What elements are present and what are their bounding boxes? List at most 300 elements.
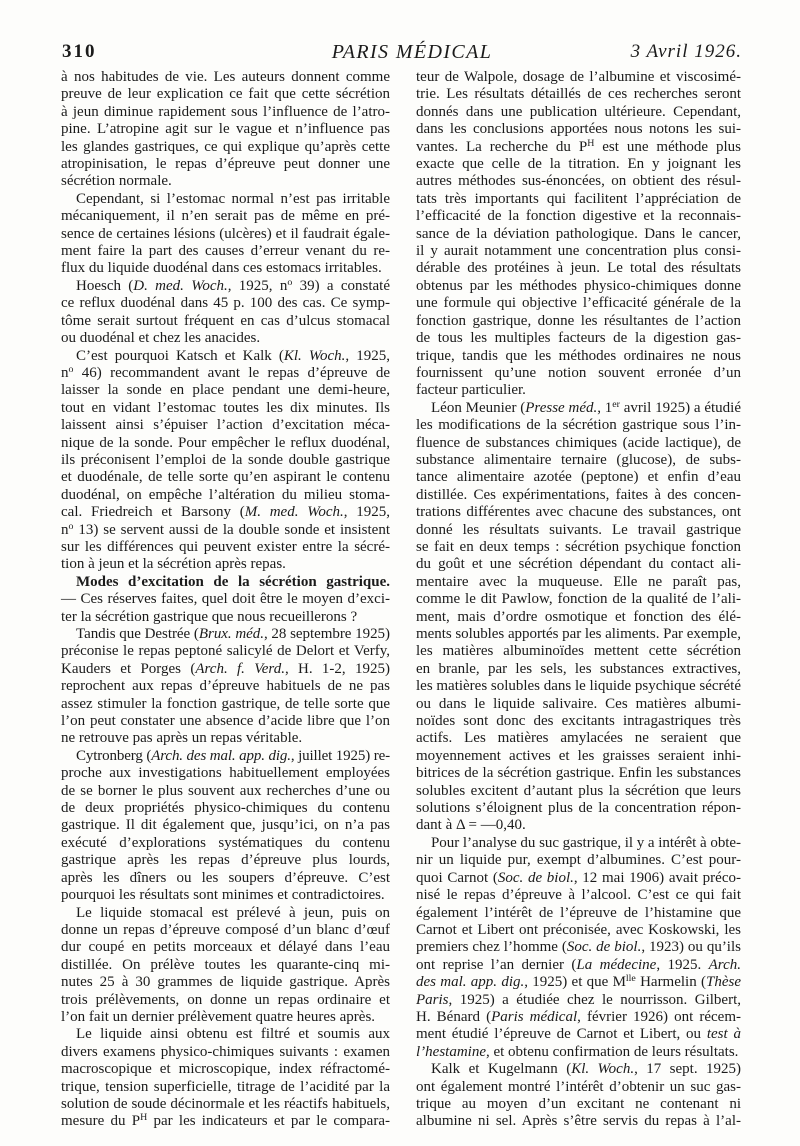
text-run: albumine ni sel. Après s’être servis du repas à l’al- — [416, 1113, 741, 1130]
text-line — [416, 330, 741, 347]
right-column — [416, 69, 741, 1131]
text-line — [416, 69, 741, 86]
text-run: premiers chez l’homme ( — [416, 939, 567, 956]
text-line-content — [61, 939, 390, 956]
text-run: tance alimentaire azotée (peptone) et enfin d’eau — [416, 469, 741, 486]
text-line — [61, 626, 390, 643]
text-line — [416, 156, 741, 173]
text-line-content — [61, 852, 390, 869]
text-line-content — [416, 713, 741, 730]
text-line — [61, 696, 390, 713]
text-run: préconise le repas peptoné salicylé de Delort et Verfy, — [61, 643, 390, 660]
text-line — [416, 487, 741, 504]
text-run: Cependant, si l’estomac normal n’est pas irritable — [76, 190, 390, 207]
text-line — [61, 156, 390, 173]
text-line-content — [416, 539, 741, 556]
text-run: cal. Friedreich et Barsony ( — [61, 504, 245, 521]
text-line — [61, 661, 390, 678]
text-line-content — [76, 905, 390, 922]
text-line-content — [416, 783, 741, 800]
text-line — [61, 435, 390, 452]
text-line-content — [61, 1079, 390, 1096]
italic-run: Arch. des mal. app. dig. — [151, 747, 291, 764]
italic-run: Soc. de biol. — [497, 869, 574, 886]
text-line-content — [416, 1096, 741, 1113]
text-run: sence de certaines lésions (ulcères) et il faudrait égale- — [61, 225, 390, 242]
text-line-content — [416, 1079, 741, 1096]
text-line — [416, 835, 741, 852]
text-line — [61, 173, 390, 190]
text-line-content — [61, 1096, 390, 1113]
text-line-content — [61, 330, 260, 347]
text-run: trois prélèvements, on donne un repas ordinaire et — [61, 991, 390, 1008]
text-line-content — [416, 939, 741, 956]
text-line-content — [416, 1044, 738, 1061]
text-run: du goût et une sécrétion dépendant du contact ali- — [416, 556, 741, 573]
text-line-content — [416, 574, 741, 591]
text-line-content — [416, 487, 741, 504]
text-line — [61, 992, 390, 1009]
text-run: ment étudié l’épreuve de Carnot et Libert, ou — [416, 1026, 707, 1043]
text-line — [416, 992, 741, 1009]
text-run: bitrices de la sécrétion gastrique. Enfin les substances — [416, 765, 741, 782]
text-run: il y aurait notamment une concentration plus consi- — [416, 243, 741, 260]
text-line — [61, 121, 390, 138]
text-line — [61, 852, 390, 869]
text-line-content — [416, 609, 741, 626]
text-line — [61, 295, 390, 312]
text-run: trique, tension superficielle, titrage de l’acidité par la — [61, 1078, 390, 1095]
text-run: reprochent aux repas d’épreuve habituels de ne pas — [61, 678, 390, 695]
text-run: tats très importants qui facilitent l’appréciation de — [416, 190, 741, 207]
text-line-content — [61, 313, 390, 330]
text-run: teur de Walpole, dosage de l’albumine et viscosimé- — [416, 69, 741, 85]
text-run: nir un liquide pur, exempt d’albumines. C’est pour- — [416, 852, 741, 869]
text-run: Tandis que Destrée ( — [76, 626, 199, 642]
text-line — [61, 748, 390, 765]
text-line — [61, 539, 390, 556]
text-line — [416, 626, 741, 643]
text-run: macroscopique et microscopique, index réfractomé- — [61, 1061, 390, 1078]
text-line-content — [416, 295, 741, 312]
italic-run: Kl. Woch. — [571, 1061, 635, 1078]
text-run: sur les différences qui peuvent exister entre la sécré- — [61, 538, 390, 555]
text-line — [416, 522, 741, 539]
text-line-content — [61, 817, 390, 834]
text-line-content — [416, 121, 741, 138]
text-line-content — [61, 452, 390, 469]
text-run: pine. L’atropine agit sur le vague et n’influence pas — [61, 121, 390, 138]
text-run: avril 1925) a étudié — [619, 399, 741, 416]
text-line-content — [61, 974, 390, 991]
text-line-content — [61, 260, 382, 277]
text-line-content — [416, 957, 741, 974]
text-run: , 1925, — [343, 504, 391, 521]
text-run: de deux propriétés physico-chimiques du contenu — [61, 800, 390, 817]
text-line-content — [61, 696, 390, 713]
text-line — [61, 504, 390, 521]
text-line-content — [61, 295, 390, 312]
italic-run: Presse méd. — [525, 399, 598, 416]
text-run: quoi Carnot ( — [416, 869, 498, 886]
text-run: preuve de leur explication ce fait que cette sécrétion — [61, 86, 390, 103]
text-line — [416, 696, 741, 713]
text-line — [61, 974, 390, 991]
text-run: Pour l’analyse du suc gastrique, il y a intérêt à obte- — [431, 834, 741, 851]
text-run: autres méthodes sus-énoncées, on obtient des résul- — [416, 173, 741, 190]
text-run: les glandes gastriques, ce qui explique qu’après cette — [61, 138, 390, 155]
text-line — [416, 609, 741, 626]
text-run: ter la sécrétion gastrique que nous recueillerons ? — [61, 608, 358, 625]
text-run: trique, tandis que les méthodes ordinaires ne nous — [416, 347, 741, 364]
text-run: facteur particulier. — [416, 382, 526, 399]
text-run: , 1925, n — [227, 277, 288, 294]
text-line — [416, 191, 741, 208]
text-line — [416, 957, 741, 974]
text-line — [416, 765, 741, 782]
italic-run: l’hestamine — [416, 1043, 486, 1060]
text-line-content — [416, 139, 741, 156]
text-line — [61, 313, 390, 330]
text-run: donné les résultats suivants. Le travail gastrique — [416, 521, 741, 538]
text-line — [61, 417, 390, 434]
superscript: er — [612, 398, 620, 410]
text-run: substance alimentaire ternaire (glucose), de subs- — [416, 451, 741, 468]
text-line-content — [416, 643, 741, 660]
text-line-content — [416, 887, 741, 904]
text-line — [61, 817, 390, 834]
text-line-content — [61, 487, 390, 504]
text-run: H. Bénard ( — [416, 1008, 492, 1025]
text-line — [416, 86, 741, 103]
text-line — [61, 887, 390, 904]
text-line-content — [416, 86, 741, 103]
text-line-content — [61, 139, 390, 156]
text-run: , 1925) a étudiée chez le nourrisson. Gilbert, — [448, 991, 741, 1008]
italic-run: Brux. méd. — [198, 626, 264, 642]
text-run: solution de soude décinormale et les réactifs habituels, — [61, 1095, 390, 1112]
text-line — [61, 591, 390, 608]
text-line — [61, 905, 390, 922]
text-line — [61, 939, 390, 956]
text-run: et duodénale, de telle sorte qu’en aspirant le contenu — [61, 469, 390, 486]
text-line-content — [61, 713, 390, 730]
text-line — [61, 452, 390, 469]
text-line-content — [416, 522, 741, 539]
text-run: fluence de substances chimiques (acide lactique), de — [416, 434, 741, 451]
text-run: dur coupé en petits morceaux et délayé dans l’eau — [61, 939, 390, 956]
text-line-content — [416, 504, 741, 521]
text-line-content — [61, 104, 390, 121]
text-run: , 1925) et que M — [524, 974, 626, 991]
text-run: Léon Meunier ( — [431, 399, 526, 416]
italic-run: D. med. Woch. — [133, 277, 228, 294]
text-line — [416, 139, 741, 156]
text-line-content — [416, 817, 526, 834]
text-run: , juillet 1925) re- — [290, 747, 391, 764]
text-line — [416, 556, 741, 573]
text-run: par les indicateurs et par le compara- — [147, 1113, 390, 1130]
text-run: ils préconisent l’emploi de la sonde double gastrique — [61, 451, 390, 468]
text-line-content — [61, 765, 390, 782]
text-line-content — [61, 678, 390, 695]
text-run: nisé le repas d’épreuve à l’alcool. C’est ce qui fait — [416, 887, 741, 904]
text-run: , 1923) ou qu’ils — [641, 939, 741, 956]
text-line — [61, 226, 390, 243]
text-line — [416, 348, 741, 365]
text-line-content — [416, 278, 741, 295]
text-run: 46) recommandent avant le repas d’épreuve de — [73, 364, 390, 381]
text-line — [416, 730, 741, 747]
text-run: atropinisation, le repas d’épreuve peut donner une — [61, 156, 390, 173]
text-line — [61, 1009, 390, 1026]
text-line-content — [416, 974, 741, 991]
text-run: trations différentes avec chacune des substances, ont — [416, 504, 741, 521]
text-run: divers examens physico-chimiques suivants : examen — [61, 1043, 390, 1060]
text-line-content — [76, 348, 390, 365]
text-run: gastrique. Il dit également que, jusqu’ici, on n’a pas — [61, 817, 390, 834]
text-run: Hoesch ( — [76, 277, 134, 294]
text-line-content — [416, 104, 741, 121]
text-line — [416, 435, 741, 452]
text-line-content — [416, 800, 741, 817]
text-line-content — [61, 469, 390, 486]
text-line — [416, 539, 741, 556]
text-line — [416, 1096, 741, 1113]
text-run: C’est pourquoi Katsch et Kalk ( — [76, 347, 284, 364]
text-run: distillée. On prélève toutes les quarante-cinq mi- — [61, 956, 390, 973]
text-run: duodénal, on empêche l’altération du milieu stoma- — [61, 486, 390, 503]
text-line — [416, 173, 741, 190]
text-run: trique au moyen d’un excitant ne contenant ni — [416, 1095, 741, 1112]
text-run: , 1925. — [656, 956, 709, 973]
text-line-content — [61, 992, 390, 1009]
text-run: ou duodénal et chez les anacides. — [61, 330, 261, 347]
text-line — [416, 661, 741, 678]
text-run: flux du liquide duodénal dans ces estomacs irritables. — [61, 260, 382, 277]
text-run: fonction gastrique, donne les résultantes de l’action — [416, 312, 741, 329]
text-line-content — [416, 69, 741, 86]
page-number: 310 — [62, 41, 97, 62]
text-run: fournissent qu’une notion souvent erronée d’un — [416, 364, 741, 381]
text-line-content — [416, 1026, 741, 1043]
text-line-content — [61, 400, 390, 417]
text-run: , février 1926) ont récem- — [577, 1008, 741, 1025]
text-line-content — [61, 800, 390, 817]
text-run: de tous les multiples facteurs de la digestion gas- — [416, 330, 741, 347]
text-line — [61, 1079, 390, 1096]
text-run: vantes. La recherche du P — [416, 138, 588, 155]
text-line — [61, 243, 390, 260]
text-line — [416, 887, 741, 904]
text-run: se fait en deux temps : sécrétion psychique fonction — [416, 538, 741, 555]
text-run: Cytronberg ( — [76, 747, 152, 764]
text-line — [416, 643, 741, 660]
text-line-content — [61, 556, 286, 573]
text-line-content — [76, 191, 390, 208]
text-line-content — [61, 417, 390, 434]
text-line — [416, 278, 741, 295]
text-line — [416, 905, 741, 922]
text-line — [416, 922, 741, 939]
text-run: également l’intérêt de l’épreuve de l’histamine que — [416, 904, 741, 921]
text-line-content — [61, 156, 390, 173]
text-run: 13) se servent aussi de la double sonde et insistent — [73, 521, 390, 538]
text-line-content — [61, 226, 390, 243]
text-line-content — [61, 121, 390, 138]
text-run: l’efficacité de la fonction digestive et la reconnais- — [416, 208, 741, 225]
text-line — [416, 313, 741, 330]
text-line-content — [61, 591, 390, 608]
text-line-content — [76, 1026, 390, 1043]
text-line — [61, 330, 390, 347]
text-line-content — [61, 173, 172, 190]
text-run: actifs. Les matières amylacées ne seraient que — [416, 730, 741, 747]
text-run: l’on fait un dernier prélèvement quatre heures après. — [61, 1008, 376, 1025]
text-line — [61, 348, 390, 365]
text-line — [416, 817, 741, 834]
text-line — [61, 382, 390, 399]
text-run: tion à jeun et la sécrétion après repas. — [61, 556, 286, 573]
text-run: dans les conclusions apportées nous notons les sui- — [416, 121, 741, 138]
text-line — [61, 260, 390, 277]
text-line — [61, 713, 390, 730]
text-line — [61, 278, 390, 295]
issue-date: 3 Avril 1926. — [630, 41, 742, 62]
text-line-content — [61, 1044, 390, 1061]
text-line — [416, 1079, 741, 1096]
text-line — [416, 1026, 741, 1043]
text-line — [61, 1061, 390, 1078]
text-run: laissent ainsi s’épuiser l’action d’excitation méca- — [61, 417, 390, 434]
section-heading: Modes d’excitation de la sécrétion gastrique. — [76, 573, 390, 590]
text-line — [61, 1113, 390, 1130]
text-run: est une méthode plus — [594, 138, 741, 155]
text-line — [416, 1113, 741, 1130]
superscript: H — [587, 137, 595, 149]
text-run: tôme serait surtout fréquent en cas d’ulcus stomacal — [61, 312, 390, 329]
text-line — [416, 295, 741, 312]
text-line — [61, 365, 390, 382]
text-run: ont également montré l’intérêt d’obtenir un suc gas- — [416, 1078, 741, 1095]
left-column — [61, 69, 390, 1131]
text-line-content — [61, 69, 390, 86]
text-line-content — [416, 765, 741, 782]
text-line-content — [416, 226, 741, 243]
text-run: gastrique après les repas d’épreuve plus lourds, — [61, 852, 390, 869]
text-line — [416, 1044, 741, 1061]
text-run: , 17 sept. 1925) — [634, 1061, 741, 1078]
italic-run: Paris médical — [491, 1008, 578, 1025]
text-line-content — [416, 452, 741, 469]
text-line-content — [416, 313, 741, 330]
text-line-content — [416, 348, 741, 365]
text-line-content — [416, 191, 741, 208]
text-line-content — [76, 748, 390, 765]
text-run: à jeun diminue rapidement sous l’influence de l’atro- — [61, 103, 390, 120]
superscript: o — [68, 363, 74, 375]
text-run: mesure du P — [61, 1113, 141, 1130]
text-line — [416, 1009, 741, 1026]
text-line — [61, 678, 390, 695]
text-line — [61, 1044, 390, 1061]
text-run: moyennement actives et les graisses seraient inhi- — [416, 747, 741, 764]
text-line — [61, 574, 390, 591]
text-run: les matières solubles dans le liquide psychique sécrété — [416, 678, 741, 695]
text-run: Le liquide stomacal est prélevé à jeun, puis on — [76, 904, 390, 921]
text-run: donne un repas d’épreuve composé d’un blanc d’œuf — [61, 921, 390, 938]
text-line — [416, 452, 741, 469]
text-run: n — [61, 364, 69, 381]
superscript: H — [140, 1112, 148, 1124]
italic-run: Thèse — [706, 974, 741, 991]
text-line — [61, 487, 390, 504]
text-line-content — [61, 783, 390, 800]
text-line — [61, 783, 390, 800]
text-run: , 1925, — [345, 347, 390, 364]
text-line-content — [431, 400, 741, 417]
text-line-content — [416, 243, 741, 260]
italic-run: Soc. de biol. — [566, 939, 642, 956]
text-line — [416, 104, 741, 121]
text-line-content — [61, 661, 390, 678]
text-line — [61, 86, 390, 103]
text-line-content — [416, 678, 741, 695]
text-line-content — [61, 1113, 390, 1130]
italic-run: La médecine — [576, 956, 657, 973]
text-line — [416, 748, 741, 765]
text-line — [61, 469, 390, 486]
text-line-content — [416, 260, 741, 277]
text-line — [416, 208, 741, 225]
text-line — [416, 591, 741, 608]
text-run: à nos habitudes de vie. Les auteurs donnent comme — [61, 69, 390, 85]
text-line — [61, 922, 390, 939]
text-line — [416, 226, 741, 243]
text-line-content — [61, 957, 390, 974]
superscript: lle — [625, 973, 636, 985]
text-line — [61, 69, 390, 86]
text-run: Kalk et Kugelmann ( — [431, 1061, 572, 1078]
text-run: les matières albuminoïdes mettent cette sécrétion — [416, 643, 741, 660]
text-run: Le liquide ainsi obtenu est filtré et soumis aux — [76, 1026, 390, 1043]
text-run: l’on peut constater une absence d’acide libre que l’on — [61, 713, 390, 730]
text-run: mentaire avec la muqueuse. Elle ne paraît pas, — [416, 573, 741, 590]
text-line-content — [416, 852, 741, 869]
text-line-content — [416, 382, 526, 399]
text-run: Harmelin ( — [635, 974, 706, 991]
text-line-content — [416, 208, 741, 225]
italic-run: M. med. Woch. — [244, 504, 344, 521]
text-run: exacte que celle de la titration. En y joignant les — [416, 156, 741, 173]
text-line-content — [416, 330, 741, 347]
text-line — [416, 870, 741, 887]
text-run: — Ces réserves faites, quel doit être le moyen d’exci- — [61, 591, 390, 608]
text-run: 39) a constaté — [292, 277, 390, 294]
text-run: Carnot et Libert ont préconisée, avec Koskowski, les — [416, 921, 741, 938]
text-run: sance de la déviation pathologique. Dans le cancer, — [416, 225, 741, 242]
text-line — [61, 522, 390, 539]
text-line — [416, 574, 741, 591]
text-line-content — [416, 730, 741, 747]
text-run: exécuté d’explorations systématiques du contenu — [61, 834, 390, 851]
text-line — [416, 1061, 741, 1078]
text-run: solutions s’éloignent plus de la concentration répon- — [416, 800, 741, 817]
text-run: , 12 mai 1906) avait préco- — [573, 869, 741, 886]
text-line-content — [416, 556, 741, 573]
text-run: nique de la sonde. Pour empêcher le reflux duodénal, — [61, 434, 390, 451]
text-line — [61, 1026, 390, 1043]
